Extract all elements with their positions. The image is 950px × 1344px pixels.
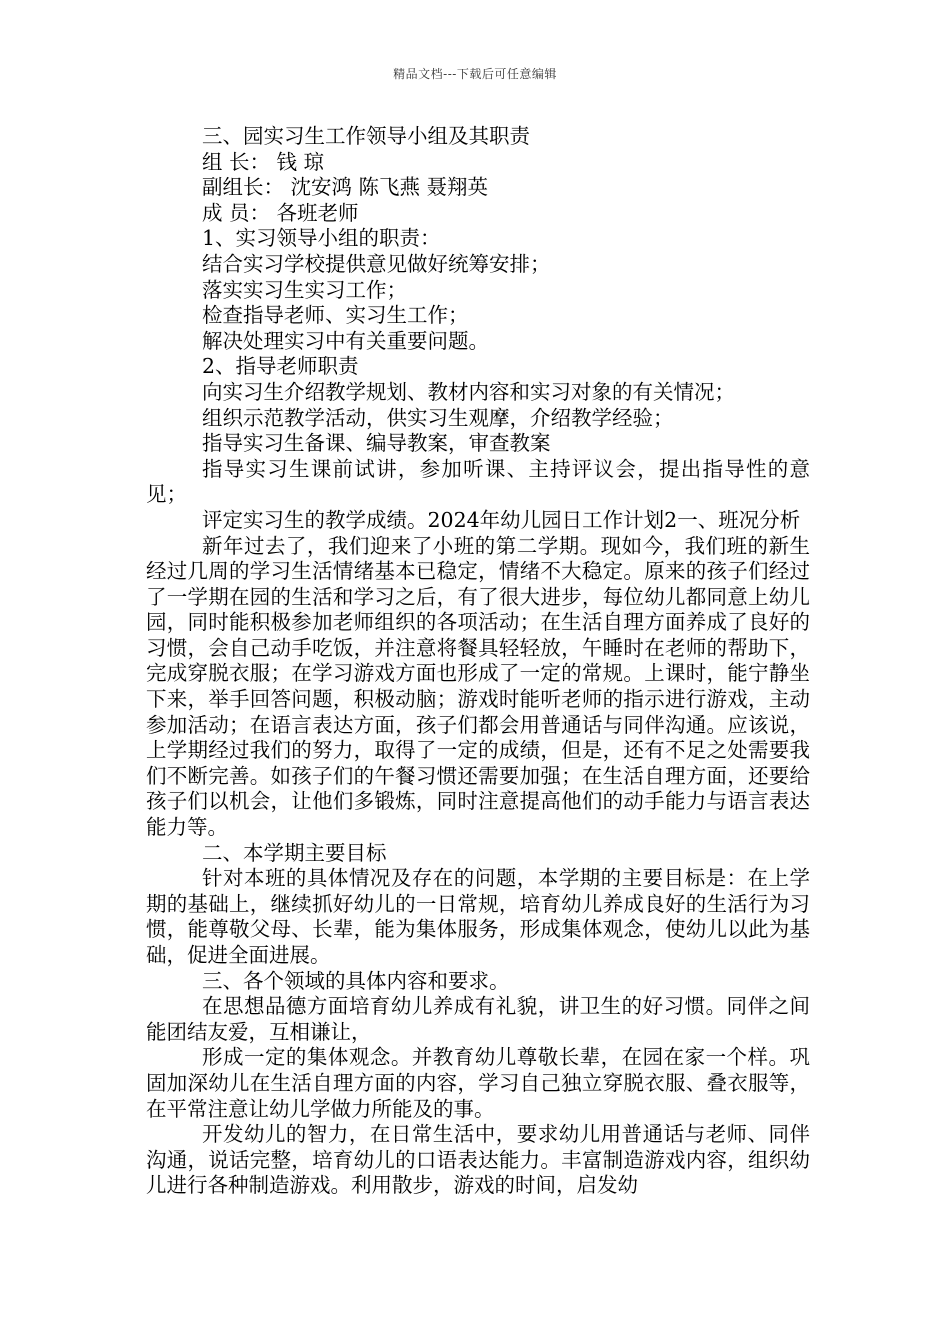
team-leader-line: 组 长： 钱 琼 — [202, 149, 325, 174]
duty-item: 向实习生介绍教学规划、教材内容和实习对象的有关情况； — [202, 379, 735, 404]
document-body — [146, 124, 810, 1199]
section-heading-staff-group: 三、园实习生工作领导小组及其职责 — [202, 124, 530, 148]
body-paragraph: 开发幼儿的智力，在日常生活中，要求幼儿用普通话与老师、同伴沟通，说话完整，培育幼儿的口语表达能力。丰富制造游戏内容，组织幼儿进行各种制造游戏。利用散步，游戏的时间，启发幼 — [146, 1122, 810, 1198]
body-paragraph: 在思想品德方面培育幼儿养成有礼貌，讲卫生的好习惯。同伴之间能团结友爱，互相谦让， — [146, 994, 810, 1044]
duty-item: 指导实习生备课、编导教案，审查教案 — [202, 431, 551, 456]
duty-item: 检查指导老师、实习生工作； — [202, 303, 469, 328]
members-line: 成 员： 各班老师 — [202, 200, 359, 225]
duty-item: 落实实习生实习工作； — [202, 277, 407, 302]
deputy-leaders-line: 副组长： 沈安鸿 陈飞燕 聂翔英 — [202, 175, 489, 200]
duty-item: 结合实习学校提供意见做好统筹安排； — [202, 251, 551, 276]
duty-item: 组织示范教学活动，供实习生观摩，介绍教学经验； — [202, 405, 674, 430]
body-paragraph-goals: 针对本班的具体情况及存在的问题，本学期的主要目标是：在上学期的基础上，继续抓好幼儿的一日常规，培育幼儿养成良好的生活行为习惯，能尊敬父母、长辈，能为集体服务，形成集体观念，使幼儿以此为基础，促进全面进展。 — [146, 866, 810, 967]
duty-item: 解决处理实习中有关重要问题。 — [202, 328, 489, 353]
body-paragraph: 形成一定的集体观念。并教育幼儿尊敬长辈，在园在家一个样。巩固加深幼儿在生活自理方面的内容，学习自己独立穿脱衣服、叠衣服等，在平常注意让幼儿学做力所能及的事。 — [146, 1045, 810, 1121]
subheading-teacher-duties: 2、指导老师职责 — [202, 354, 359, 379]
section-heading-domains: 三、各个领域的具体内容和要求。 — [202, 968, 510, 993]
subheading-group-duties: 1、实习领导小组的职责： — [202, 226, 441, 251]
section-heading-goals: 二、本学期主要目标 — [202, 840, 387, 865]
page-header: 精品文档---下载后可任意编辑 — [393, 67, 557, 81]
duty-item: 指导实习生课前试讲，参加听课、主持评议会，提出指导性的意见； — [146, 456, 810, 507]
duty-item-with-plan-title: 评定实习生的教学成绩。2024年幼儿园日工作计划2一、班况分析 — [202, 507, 801, 532]
body-paragraph-class-analysis: 新年过去了，我们迎来了小班的第二学期。现如今，我们班的新生经过几周的学习生活情绪基本已稳定，情绪不大稳定。原来的孩子们经过了一学期在园的生活和学习之后，有了很大进步，每位幼儿都同意上幼儿园，同时能积极参加老师组织的各项活动；在生活自理方面养成了良好的习惯，会自己动手吃饭，并注意将餐具轻轻放，午睡时在老师的帮助下，完成穿脱衣服；在学习游戏方面也形成了一定的常规。上课时，能宁静坐下来，举手回答问题，积极动脑；游戏时能听老师的指示进行游戏，主动参加活动；在语言表达方面，孩子们都会用普通话与同伴沟通。应该说，上学期经过我们的努力，取得了一定的成绩，但是，还有不足之处需要我们不断完善。如孩子们的午餐习惯还需要加强；在生活自理方面，还要给孩子们以机会，让他们多锻炼，同时注意提高他们的动手能力与语言表达能力等。 — [146, 533, 810, 840]
